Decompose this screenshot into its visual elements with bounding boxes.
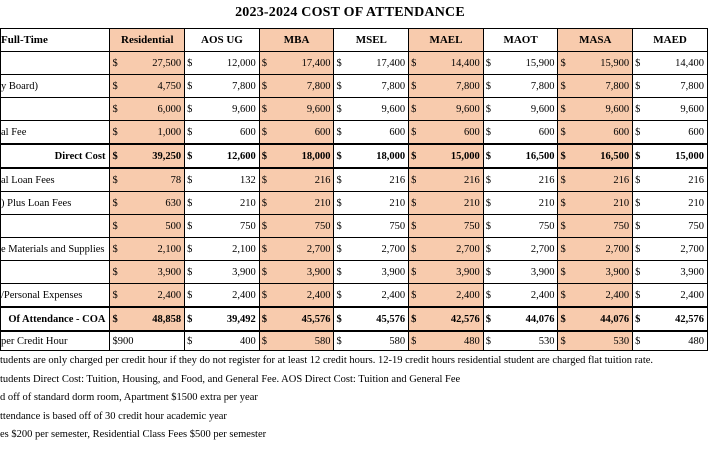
currency-symbol: $ (558, 168, 568, 192)
currency-symbol: $ (483, 331, 493, 351)
currency-symbol: $ (483, 98, 493, 121)
amount-cell: 210 (195, 192, 259, 215)
amount-cell: 2,400 (195, 284, 259, 308)
currency-symbol: $ (259, 284, 269, 308)
currency-symbol: $ (633, 168, 643, 192)
amount-cell: 9,600 (344, 98, 408, 121)
currency-symbol: $ (409, 284, 419, 308)
amount-cell: 216 (269, 168, 333, 192)
amount-cell: 7,800 (643, 75, 708, 98)
currency-symbol: $ (110, 121, 120, 145)
cost-row (1, 192, 708, 215)
amount-cell: 530 (493, 331, 557, 351)
currency-symbol: $ (558, 192, 568, 215)
currency-symbol: $ (409, 261, 419, 284)
amount-cell: 210 (344, 192, 408, 215)
amount-cell: 2,400 (568, 284, 632, 308)
currency-symbol: $ (334, 192, 344, 215)
currency-symbol: $ (185, 98, 195, 121)
currency-symbol: $ (633, 284, 643, 308)
amount-cell: 12,000 (195, 52, 259, 75)
amount-cell: 6,000 (120, 98, 184, 121)
amount-cell: 3,900 (120, 261, 184, 284)
amount-cell: 15,900 (493, 52, 557, 75)
program-header: Residential (110, 29, 185, 52)
currency-symbol: $ (558, 75, 568, 98)
currency-symbol: $ (259, 121, 269, 145)
row-label: al Fee (1, 121, 110, 145)
row-label (1, 261, 110, 284)
currency-symbol: $ (110, 238, 120, 261)
currency-symbol: $ (259, 168, 269, 192)
footnote-line: tudents Direct Cost: Tuition, Housing, and Food, and General Fee. AOS Direct Cost: Tuition and General Fee (0, 373, 461, 385)
program-header: MASA (558, 29, 633, 52)
currency-symbol: $ (558, 307, 568, 331)
currency-symbol: $ (558, 121, 568, 145)
amount-cell: 2,400 (419, 284, 483, 308)
amount-cell: 16,500 (568, 144, 632, 168)
credit-hour-row (1, 331, 708, 351)
amount-cell: 17,400 (344, 52, 408, 75)
currency-symbol: $ (185, 307, 195, 331)
amount-cell: 600 (643, 121, 708, 145)
amount-cell: 2,100 (120, 238, 184, 261)
currency-symbol: $ (110, 215, 120, 238)
total-row (1, 144, 708, 168)
currency-symbol: $ (558, 238, 568, 261)
amount-cell: 14,400 (643, 52, 708, 75)
amount-cell: 9,600 (493, 98, 557, 121)
currency-symbol: $ (409, 192, 419, 215)
header-row (1, 29, 708, 52)
currency-symbol: $ (558, 215, 568, 238)
amount-cell: 39,492 (195, 307, 259, 331)
currency-symbol: $ (110, 261, 120, 284)
program-header: MBA (259, 29, 334, 52)
cost-table-container (0, 28, 708, 351)
row-label: e Materials and Supplies (1, 238, 110, 261)
currency-symbol: $ (558, 261, 568, 284)
amount-cell: 27,500 (120, 52, 184, 75)
amount-cell: 600 (269, 121, 333, 145)
amount-cell: 3,900 (643, 261, 708, 284)
amount-cell: 600 (195, 121, 259, 145)
amount-cell: 600 (568, 121, 632, 145)
amount-cell: 2,700 (493, 238, 557, 261)
program-header: MSEL (334, 29, 409, 52)
currency-symbol: $ (259, 215, 269, 238)
amount-cell: 2,400 (493, 284, 557, 308)
amount-cell: 14,400 (419, 52, 483, 75)
currency-symbol: $ (334, 168, 344, 192)
row-label (1, 52, 110, 75)
cost-of-attendance-table (0, 28, 708, 351)
currency-symbol: $ (334, 144, 344, 168)
amount-cell: 42,576 (419, 307, 483, 331)
row-label: /Personal Expenses (1, 284, 110, 308)
amount-cell: 500 (120, 215, 184, 238)
amount-cell: 9,600 (195, 98, 259, 121)
amount-cell: 44,076 (493, 307, 557, 331)
amount-cell: 15,000 (419, 144, 483, 168)
currency-symbol: $ (558, 144, 568, 168)
amount-cell: 16,500 (493, 144, 557, 168)
amount-cell: 3,900 (344, 261, 408, 284)
currency-symbol: $ (558, 98, 568, 121)
currency-symbol: $ (334, 331, 344, 351)
row-label: al Loan Fees (1, 168, 110, 192)
amount-cell: 9,600 (419, 98, 483, 121)
amount-cell: 3,900 (269, 261, 333, 284)
cost-row (1, 284, 708, 308)
row-label (1, 215, 110, 238)
currency-symbol: $ (334, 98, 344, 121)
amount-cell: 750 (643, 215, 708, 238)
footnote-line: d off of standard dorm room, Apartment $1500 extra per year (0, 392, 258, 403)
currency-symbol: $ (483, 307, 493, 331)
amount-cell: 216 (643, 168, 708, 192)
currency-symbol: $ (409, 98, 419, 121)
residential-credit-value: $900 (110, 331, 185, 351)
currency-symbol: $ (633, 192, 643, 215)
currency-symbol: $ (483, 261, 493, 284)
currency-symbol: $ (185, 238, 195, 261)
amount-cell: 45,576 (269, 307, 333, 331)
amount-cell: 18,000 (269, 144, 333, 168)
amount-cell: 42,576 (643, 307, 708, 331)
currency-symbol: $ (409, 75, 419, 98)
amount-cell: 2,400 (344, 284, 408, 308)
amount-cell: 530 (568, 331, 632, 351)
cost-row (1, 52, 708, 75)
amount-cell: 630 (120, 192, 184, 215)
cost-row (1, 168, 708, 192)
currency-symbol: $ (185, 261, 195, 284)
currency-symbol: $ (259, 75, 269, 98)
amount-cell: 210 (493, 192, 557, 215)
currency-symbol: $ (633, 215, 643, 238)
currency-symbol: $ (558, 331, 568, 351)
amount-cell: 2,700 (269, 238, 333, 261)
amount-cell: 2,400 (269, 284, 333, 308)
currency-symbol: $ (334, 215, 344, 238)
amount-cell: 9,600 (269, 98, 333, 121)
amount-cell: 750 (419, 215, 483, 238)
currency-symbol: $ (483, 192, 493, 215)
currency-symbol: $ (483, 121, 493, 145)
currency-symbol: $ (259, 144, 269, 168)
currency-symbol: $ (558, 284, 568, 308)
currency-symbol: $ (110, 75, 120, 98)
amount-cell: 7,800 (195, 75, 259, 98)
amount-cell: 2,700 (344, 238, 408, 261)
currency-symbol: $ (259, 261, 269, 284)
amount-cell: 44,076 (568, 307, 632, 331)
amount-cell: 17,400 (269, 52, 333, 75)
amount-cell: 2,700 (643, 238, 708, 261)
currency-symbol: $ (259, 331, 269, 351)
amount-cell: 7,800 (568, 75, 632, 98)
currency-symbol: $ (483, 75, 493, 98)
amount-cell: 750 (195, 215, 259, 238)
program-header: MAOT (483, 29, 558, 52)
amount-cell: 15,000 (643, 144, 708, 168)
currency-symbol: $ (483, 284, 493, 308)
amount-cell: 39,250 (120, 144, 184, 168)
currency-symbol: $ (334, 121, 344, 145)
amount-cell: 1,000 (120, 121, 184, 145)
currency-symbol: $ (110, 168, 120, 192)
cost-row (1, 121, 708, 145)
currency-symbol: $ (483, 52, 493, 75)
row-label: ) Plus Loan Fees (1, 192, 110, 215)
amount-cell: 210 (568, 192, 632, 215)
currency-symbol: $ (185, 192, 195, 215)
amount-cell: 600 (493, 121, 557, 145)
cost-row (1, 75, 708, 98)
amount-cell: 210 (419, 192, 483, 215)
currency-symbol: $ (633, 52, 643, 75)
currency-symbol: $ (633, 121, 643, 145)
currency-symbol: $ (409, 238, 419, 261)
currency-symbol: $ (185, 215, 195, 238)
currency-symbol: $ (633, 307, 643, 331)
footnotes (0, 352, 700, 445)
currency-symbol: $ (334, 284, 344, 308)
currency-symbol: $ (558, 52, 568, 75)
amount-cell: 216 (493, 168, 557, 192)
amount-cell: 750 (493, 215, 557, 238)
currency-symbol: $ (334, 307, 344, 331)
currency-symbol: $ (483, 238, 493, 261)
currency-symbol: $ (633, 238, 643, 261)
currency-symbol: $ (483, 168, 493, 192)
footnote-line: ttendance is based off of 30 credit hour academic year (0, 410, 227, 422)
currency-symbol: $ (259, 238, 269, 261)
currency-symbol: $ (185, 144, 195, 168)
amount-cell: 2,400 (643, 284, 708, 308)
amount-cell: 7,800 (419, 75, 483, 98)
amount-cell: 2,700 (568, 238, 632, 261)
cost-row (1, 238, 708, 261)
currency-symbol: $ (110, 307, 120, 331)
currency-symbol: $ (110, 192, 120, 215)
footnote-line: tudents are only charged per credit hour if they do not register for at least 12 credit hours. 12-19 credit hours residential student are charged flat tuition rate. (0, 355, 654, 366)
currency-symbol: $ (185, 331, 195, 351)
amount-cell: 48,858 (120, 307, 184, 331)
row-label (1, 98, 110, 121)
program-header: MAEL (409, 29, 484, 52)
amount-cell: 600 (419, 121, 483, 145)
program-header: MAED (633, 29, 708, 52)
currency-symbol: $ (259, 98, 269, 121)
amount-cell: 210 (643, 192, 708, 215)
amount-cell: 3,900 (419, 261, 483, 284)
footnote-line: es $200 per semester, Residential Class Fees $500 per semester (0, 429, 267, 440)
row-label: y Board) (1, 75, 110, 98)
cost-row (1, 215, 708, 238)
amount-cell: 2,400 (120, 284, 184, 308)
amount-cell: 3,900 (493, 261, 557, 284)
program-header: AOS UG (185, 29, 260, 52)
amount-cell: 18,000 (344, 144, 408, 168)
amount-cell: 7,800 (269, 75, 333, 98)
currency-symbol: $ (334, 52, 344, 75)
currency-symbol: $ (334, 261, 344, 284)
amount-cell: 12,600 (195, 144, 259, 168)
currency-symbol: $ (483, 215, 493, 238)
currency-symbol: $ (185, 75, 195, 98)
amount-cell: 45,576 (344, 307, 408, 331)
amount-cell: 480 (643, 331, 708, 351)
currency-symbol: $ (633, 331, 643, 351)
amount-cell: 132 (195, 168, 259, 192)
row-label: Direct Cost (1, 144, 110, 168)
currency-symbol: $ (334, 75, 344, 98)
amount-cell: 750 (269, 215, 333, 238)
amount-cell: 580 (269, 331, 333, 351)
amount-cell: 600 (344, 121, 408, 145)
row-label: Of Attendance - COA (1, 307, 110, 331)
amount-cell: 216 (344, 168, 408, 192)
currency-symbol: $ (409, 121, 419, 145)
currency-symbol: $ (633, 98, 643, 121)
amount-cell: 7,800 (493, 75, 557, 98)
currency-symbol: $ (185, 168, 195, 192)
total-row (1, 307, 708, 331)
currency-symbol: $ (633, 144, 643, 168)
amount-cell: 2,700 (419, 238, 483, 261)
currency-symbol: $ (409, 307, 419, 331)
currency-symbol: $ (110, 284, 120, 308)
amount-cell: 9,600 (568, 98, 632, 121)
currency-symbol: $ (483, 144, 493, 168)
amount-cell: 78 (120, 168, 184, 192)
currency-symbol: $ (185, 52, 195, 75)
currency-symbol: $ (409, 52, 419, 75)
cost-row (1, 261, 708, 284)
document-title: 2023-2024 COST OF ATTENDANCE (235, 5, 465, 20)
amount-cell: 210 (269, 192, 333, 215)
currency-symbol: $ (110, 52, 120, 75)
amount-cell: 7,800 (344, 75, 408, 98)
currency-symbol: $ (633, 75, 643, 98)
currency-symbol: $ (185, 284, 195, 308)
amount-cell: 750 (344, 215, 408, 238)
amount-cell: 480 (419, 331, 483, 351)
currency-symbol: $ (409, 331, 419, 351)
currency-symbol: $ (259, 307, 269, 331)
amount-cell: 750 (568, 215, 632, 238)
currency-symbol: $ (334, 238, 344, 261)
amount-cell: 216 (568, 168, 632, 192)
amount-cell: 4,750 (120, 75, 184, 98)
amount-cell: 3,900 (195, 261, 259, 284)
amount-cell: 15,900 (568, 52, 632, 75)
currency-symbol: $ (185, 121, 195, 145)
amount-cell: 580 (344, 331, 408, 351)
currency-symbol: $ (409, 215, 419, 238)
currency-symbol: $ (110, 98, 120, 121)
amount-cell: 400 (195, 331, 259, 351)
currency-symbol: $ (409, 168, 419, 192)
amount-cell: 3,900 (568, 261, 632, 284)
currency-symbol: $ (633, 261, 643, 284)
currency-symbol: $ (110, 144, 120, 168)
header-label: Full-Time (1, 29, 110, 52)
currency-symbol: $ (409, 144, 419, 168)
amount-cell: 9,600 (643, 98, 708, 121)
row-label: per Credit Hour (1, 331, 110, 351)
amount-cell: 216 (419, 168, 483, 192)
currency-symbol: $ (259, 192, 269, 215)
currency-symbol: $ (259, 52, 269, 75)
amount-cell: 2,100 (195, 238, 259, 261)
cost-row (1, 98, 708, 121)
